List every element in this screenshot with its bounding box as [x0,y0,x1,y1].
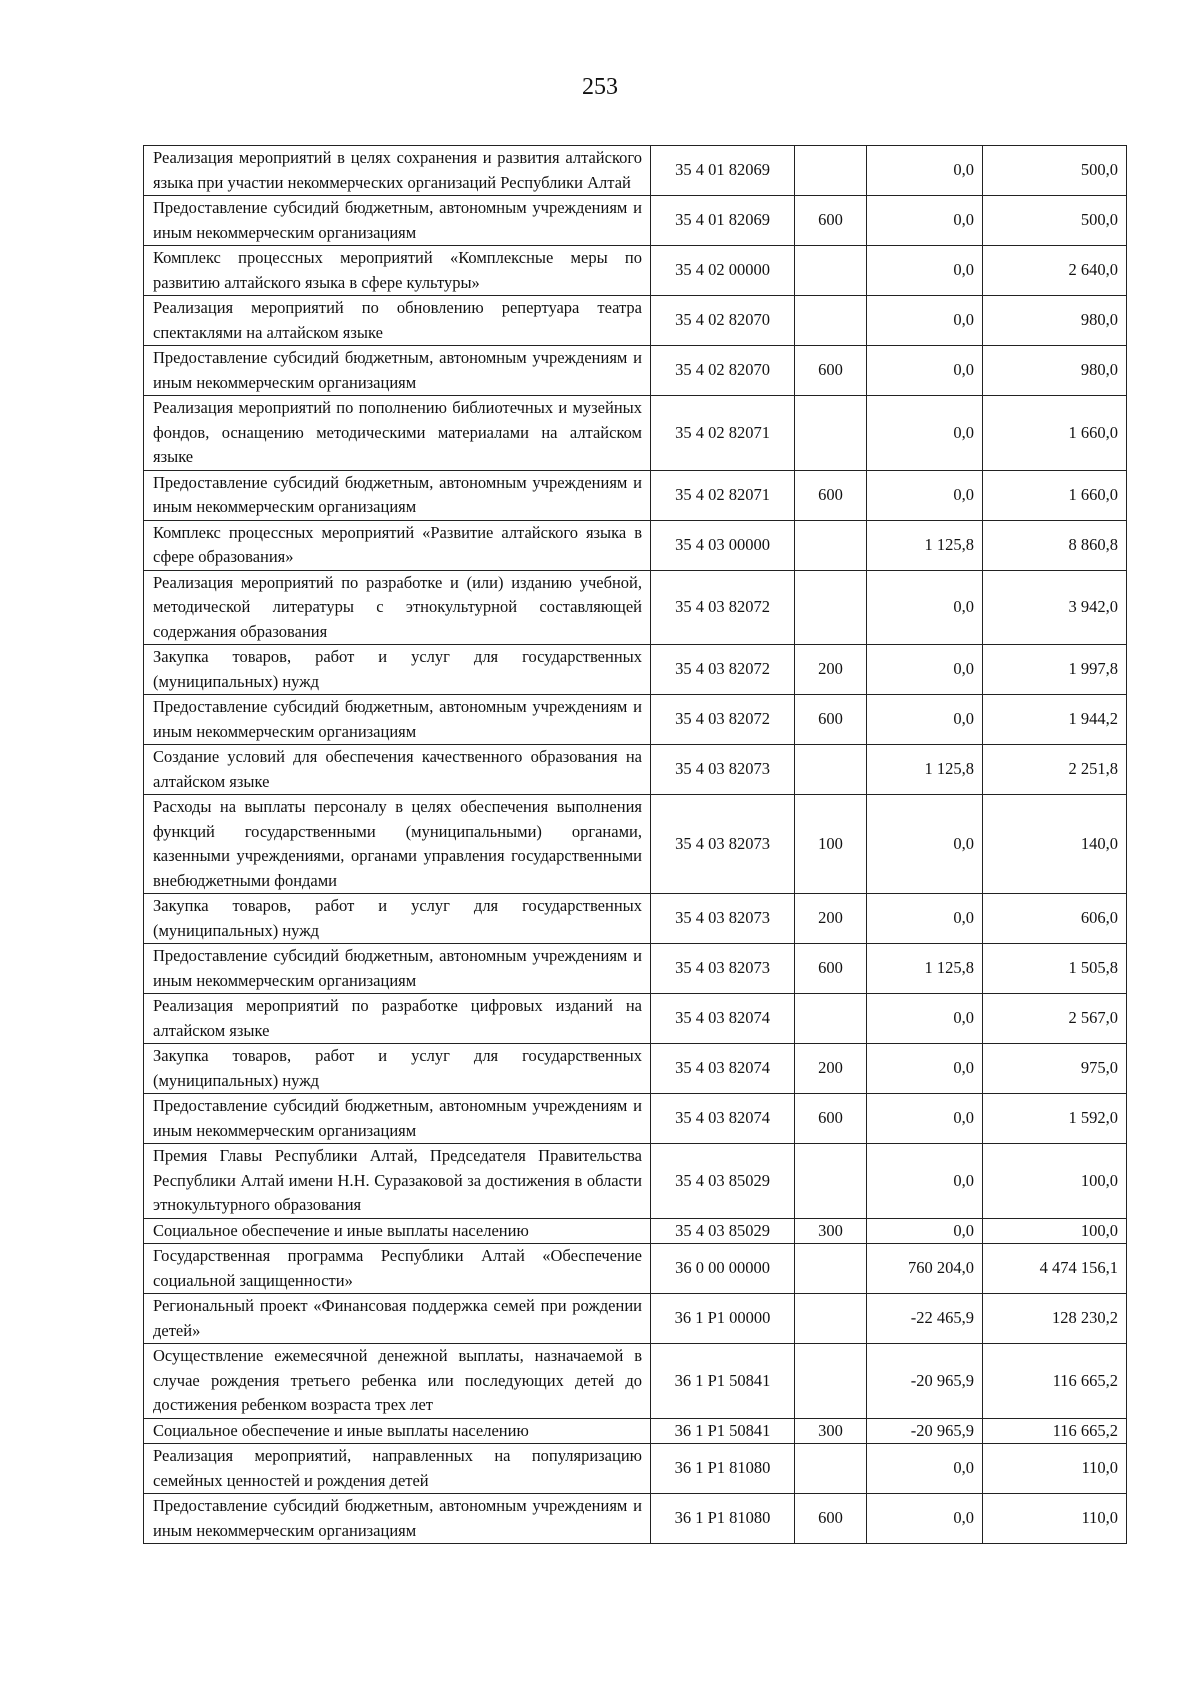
table-row [144,1294,1127,1344]
row-target-code: 35 4 02 82071 [651,470,795,520]
table-row [144,1144,1127,1219]
row-amount-2: 110,0 [983,1494,1127,1544]
row-target-code: 36 1 P1 00000 [651,1294,795,1344]
row-target-code: 35 4 03 82074 [651,1094,795,1144]
row-amount-2: 1 660,0 [983,470,1127,520]
row-target-code: 35 4 03 82073 [651,944,795,994]
row-name: Создание условий для обеспечения качественного образования на алтайском языке [144,745,651,795]
row-name: Комплекс процессных мероприятий «Развитие алтайского языка в сфере образования» [144,520,651,570]
row-name: Расходы на выплаты персоналу в целях обеспечения выполнения функций государственными (муниципальными) органами, казенными учреждениями, органами управления государственными внебюджетными фондами [144,795,651,894]
row-amount-1: 0,0 [867,695,983,745]
row-name: Реализация мероприятий по пополнению библиотечных и музейных фондов, оснащению методическими материалами на алтайском языке [144,396,651,471]
row-amount-2: 980,0 [983,296,1127,346]
row-target-code: 35 4 02 82070 [651,296,795,346]
row-target-code: 35 4 03 85029 [651,1218,795,1244]
row-name: Реализация мероприятий в целях сохранения и развития алтайского языка при участии некоммерческих организаций Республики Алтай [144,146,651,196]
row-expense-type [795,994,867,1044]
row-amount-1: 0,0 [867,396,983,471]
row-expense-type: 200 [795,645,867,695]
row-expense-type: 600 [795,695,867,745]
row-name: Предоставление субсидий бюджетным, автономным учреждениям и иным некоммерческим организациям [144,346,651,396]
table-row [144,1494,1127,1544]
table-row [144,1444,1127,1494]
row-amount-1: 0,0 [867,1218,983,1244]
row-amount-1: 0,0 [867,795,983,894]
row-amount-1: 0,0 [867,196,983,246]
row-name: Предоставление субсидий бюджетным, автономным учреждениям и иным некоммерческим организациям [144,695,651,745]
row-name: Социальное обеспечение и иные выплаты населению [144,1418,651,1444]
row-target-code: 35 4 03 00000 [651,520,795,570]
row-amount-2: 606,0 [983,894,1127,944]
row-target-code: 35 4 03 82074 [651,994,795,1044]
row-amount-2: 100,0 [983,1218,1127,1244]
row-expense-type: 600 [795,1094,867,1144]
row-amount-1: 0,0 [867,570,983,645]
table-row [144,570,1127,645]
row-amount-1: 0,0 [867,1494,983,1544]
row-amount-1: 0,0 [867,994,983,1044]
row-name: Предоставление субсидий бюджетным, автономным учреждениям и иным некоммерческим организациям [144,196,651,246]
table-row [144,1344,1127,1419]
row-name: Государственная программа Республики Алтай «Обеспечение социальной защищенности» [144,1244,651,1294]
row-amount-1: 0,0 [867,1094,983,1144]
table-row [144,1244,1127,1294]
row-name: Социальное обеспечение и иные выплаты населению [144,1218,651,1244]
row-name: Предоставление субсидий бюджетным, автономным учреждениям и иным некоммерческим организациям [144,470,651,520]
row-amount-1: 0,0 [867,470,983,520]
row-amount-2: 128 230,2 [983,1294,1127,1344]
row-amount-2: 116 665,2 [983,1344,1127,1419]
row-name: Региональный проект «Финансовая поддержка семей при рождении детей» [144,1294,651,1344]
row-target-code: 35 4 03 82072 [651,695,795,745]
row-name: Закупка товаров, работ и услуг для государственных (муниципальных) нужд [144,645,651,695]
row-amount-1: 0,0 [867,296,983,346]
row-expense-type [795,1344,867,1419]
row-name: Реализация мероприятий по разработке цифровых изданий на алтайском языке [144,994,651,1044]
row-name: Реализация мероприятий по разработке и (или) изданию учебной, методической литературы с этнокультурной составляющей содержания образования [144,570,651,645]
table-row [144,246,1127,296]
table-row [144,994,1127,1044]
row-expense-type: 600 [795,470,867,520]
row-expense-type [795,146,867,196]
row-amount-1: 1 125,8 [867,944,983,994]
row-amount-1: 0,0 [867,246,983,296]
row-target-code: 35 4 02 00000 [651,246,795,296]
row-expense-type: 600 [795,196,867,246]
table-row [144,795,1127,894]
row-expense-type: 600 [795,1494,867,1544]
row-name: Премия Главы Республики Алтай, Председателя Правительства Республики Алтай имени Н.Н. Суразаковой за достижения в области этнокультурного образования [144,1144,651,1219]
row-name: Реализация мероприятий по обновлению репертуара театра спектаклями на алтайском языке [144,296,651,346]
row-name: Закупка товаров, работ и услуг для государственных (муниципальных) нужд [144,1044,651,1094]
row-amount-2: 1 944,2 [983,695,1127,745]
row-expense-type: 600 [795,346,867,396]
table-row [144,645,1127,695]
row-amount-1: 1 125,8 [867,520,983,570]
table-row [144,1218,1127,1244]
row-amount-2: 110,0 [983,1444,1127,1494]
row-amount-2: 2 251,8 [983,745,1127,795]
row-target-code: 35 4 03 85029 [651,1144,795,1219]
table-row [144,745,1127,795]
row-expense-type [795,570,867,645]
table-row [144,470,1127,520]
row-amount-2: 975,0 [983,1044,1127,1094]
row-target-code: 36 0 00 00000 [651,1244,795,1294]
row-target-code: 35 4 03 82072 [651,570,795,645]
row-expense-type [795,246,867,296]
row-expense-type: 200 [795,894,867,944]
row-amount-1: 0,0 [867,1144,983,1219]
row-amount-1: -20 965,9 [867,1344,983,1419]
row-amount-2: 116 665,2 [983,1418,1127,1444]
row-expense-type [795,1144,867,1219]
table-row [144,146,1127,196]
row-target-code: 35 4 03 82073 [651,745,795,795]
row-amount-1: 1 125,8 [867,745,983,795]
row-expense-type: 300 [795,1218,867,1244]
row-name: Комплекс процессных мероприятий «Комплексные меры по развитию алтайского языка в сфере культуры» [144,246,651,296]
row-expense-type: 200 [795,1044,867,1094]
row-amount-2: 1 660,0 [983,396,1127,471]
row-name: Реализация мероприятий, направленных на популяризацию семейных ценностей и рождения детей [144,1444,651,1494]
row-expense-type [795,396,867,471]
row-amount-2: 3 942,0 [983,570,1127,645]
row-target-code: 35 4 03 82072 [651,645,795,695]
row-expense-type: 600 [795,944,867,994]
row-target-code: 36 1 P1 81080 [651,1444,795,1494]
table-row [144,695,1127,745]
table-row [144,1094,1127,1144]
row-amount-2: 8 860,8 [983,520,1127,570]
row-amount-2: 4 474 156,1 [983,1244,1127,1294]
row-target-code: 35 4 02 82071 [651,396,795,471]
row-target-code: 36 1 P1 81080 [651,1494,795,1544]
table-row [144,520,1127,570]
row-amount-1: -20 965,9 [867,1418,983,1444]
row-amount-1: 0,0 [867,1444,983,1494]
row-amount-2: 140,0 [983,795,1127,894]
table-row [144,1044,1127,1094]
row-amount-2: 500,0 [983,196,1127,246]
row-amount-1: 0,0 [867,146,983,196]
row-target-code: 35 4 02 82070 [651,346,795,396]
row-amount-1: 0,0 [867,1044,983,1094]
table-row [144,1418,1127,1444]
row-expense-type [795,1244,867,1294]
table-row [144,346,1127,396]
table-body [144,146,1127,1544]
row-amount-2: 100,0 [983,1144,1127,1219]
row-name: Предоставление субсидий бюджетным, автономным учреждениям и иным некоммерческим организациям [144,1494,651,1544]
row-amount-2: 1 592,0 [983,1094,1127,1144]
row-name: Предоставление субсидий бюджетным, автономным учреждениям и иным некоммерческим организациям [144,1094,651,1144]
row-target-code: 35 4 03 82073 [651,795,795,894]
row-amount-2: 500,0 [983,146,1127,196]
row-target-code: 35 4 03 82074 [651,1044,795,1094]
table-row [144,944,1127,994]
row-amount-1: 0,0 [867,346,983,396]
row-expense-type [795,296,867,346]
table-row [144,196,1127,246]
row-target-code: 35 4 01 82069 [651,146,795,196]
row-amount-2: 2 567,0 [983,994,1127,1044]
row-expense-type: 100 [795,795,867,894]
table-row [144,894,1127,944]
row-amount-1: -22 465,9 [867,1294,983,1344]
row-amount-2: 1 505,8 [983,944,1127,994]
row-expense-type [795,1444,867,1494]
row-name: Осуществление ежемесячной денежной выплаты, назначаемой в случае рождения третьего ребенка или последующих детей до достижения ребенком возраста трех лет [144,1344,651,1419]
row-amount-2: 1 997,8 [983,645,1127,695]
row-target-code: 36 1 P1 50841 [651,1418,795,1444]
row-expense-type: 300 [795,1418,867,1444]
row-amount-1: 0,0 [867,894,983,944]
row-expense-type [795,1294,867,1344]
row-target-code: 35 4 03 82073 [651,894,795,944]
row-amount-1: 0,0 [867,645,983,695]
row-amount-2: 980,0 [983,346,1127,396]
row-amount-1: 760 204,0 [867,1244,983,1294]
row-target-code: 35 4 01 82069 [651,196,795,246]
table-row [144,396,1127,471]
table-row [144,296,1127,346]
row-name: Предоставление субсидий бюджетным, автономным учреждениям и иным некоммерческим организациям [144,944,651,994]
row-expense-type [795,745,867,795]
budget-table [143,145,1127,1544]
row-expense-type [795,520,867,570]
row-name: Закупка товаров, работ и услуг для государственных (муниципальных) нужд [144,894,651,944]
row-target-code: 36 1 P1 50841 [651,1344,795,1419]
page-number: 253 [582,74,618,100]
row-amount-2: 2 640,0 [983,246,1127,296]
